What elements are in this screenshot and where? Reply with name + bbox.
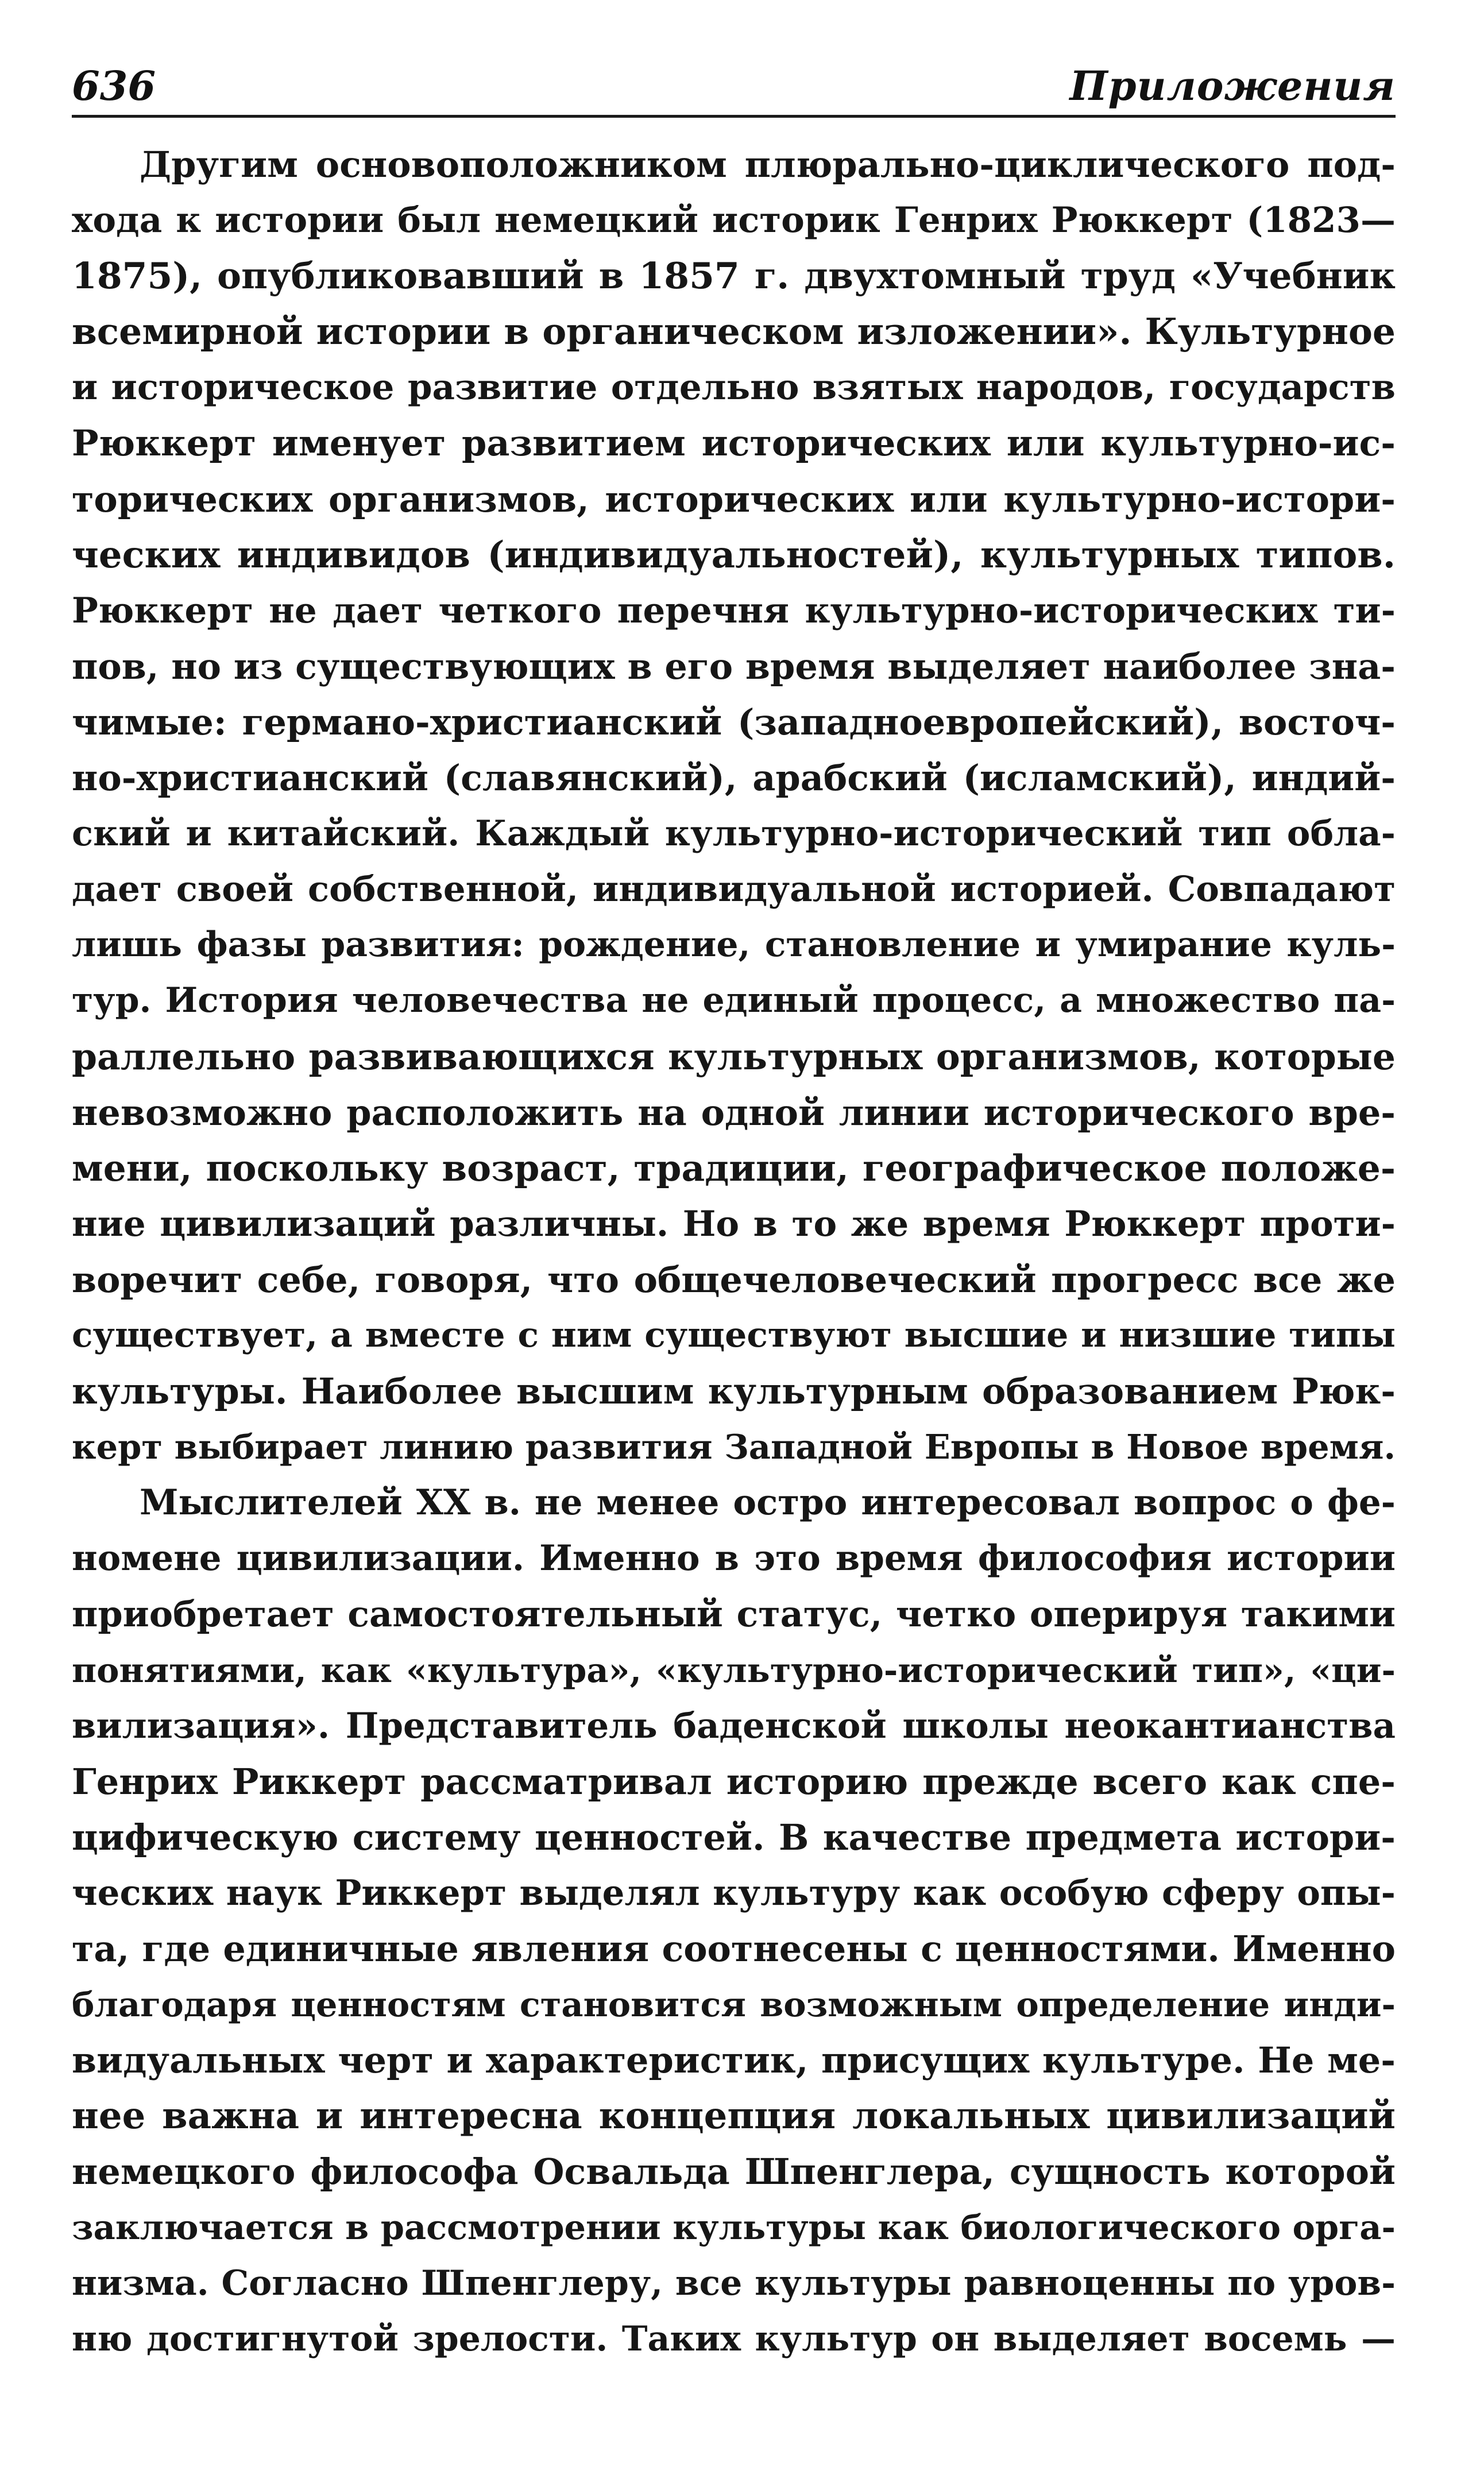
text-line: ню достигнутой зрелости. Таких культур он выделяет восемь — bbox=[72, 2318, 1396, 2359]
text-line: нее важна и интересна концепция локальных цивилизаций bbox=[72, 2094, 1396, 2138]
text-line: и историческое развитие отдельно взятых народов, государств bbox=[72, 367, 1396, 408]
text-line: видуальных черт и характеристик, присущих культуре. Не ме- bbox=[72, 2039, 1396, 2082]
text-line: чимые: германо-христианский (западноевропейский), восточ- bbox=[72, 701, 1396, 743]
text-line: приобретает самостоятельный статус, четко оперируя такими bbox=[72, 1593, 1396, 1636]
page-header bbox=[72, 55, 1396, 118]
text-line: та, где единичные явления соотнесены с ценностями. Именно bbox=[72, 1928, 1396, 1970]
text-line: мени, поскольку возраст, традиции, географическое положе- bbox=[72, 1146, 1396, 1189]
text-line: ский и китайский. Каждый культурно-исторический тип обла- bbox=[72, 813, 1396, 855]
text-line: пов, но из существующих в его время выделяет наиболее зна- bbox=[72, 645, 1396, 687]
header-rule bbox=[72, 115, 1396, 118]
text-line: немецкого философа Освальда Шпенглера, сущность которой bbox=[72, 2151, 1396, 2193]
text-line: Рюккерт именует развитием исторических или культурно-ис- bbox=[72, 422, 1396, 465]
text-line: дает своей собственной, индивидуальной историей. Совпадают bbox=[72, 869, 1396, 910]
text-line: понятиями, как «культура», «культурно-исторический тип», «ци- bbox=[72, 1650, 1396, 1690]
text-line: хода к истории был немецкий историк Генрих Рюккерт (1823— bbox=[72, 200, 1396, 241]
text-line: Другим основоположником плюрально-циклического под- bbox=[140, 144, 1396, 185]
text-line: заключается в рассмотрении культуры как биологического орга- bbox=[72, 2207, 1396, 2248]
text-line: Мыслителей XX в. не менее остро интересовал вопрос о фе- bbox=[140, 1482, 1396, 1524]
text-line: 1875), опубликовавший в 1857 г. двухтомный труд «Учебник bbox=[72, 254, 1396, 297]
body-text bbox=[72, 137, 1396, 2367]
text-line: невозможно расположить на одной линии исторического вре- bbox=[72, 1091, 1396, 1134]
text-line: ние цивилизаций различны. Но в то же время Рюккерт проти- bbox=[72, 1203, 1396, 1244]
text-line: низма. Согласно Шпенглеру, все культуры равноценны по уров- bbox=[72, 2263, 1396, 2303]
text-line: ческих наук Риккерт выделял культуру как особую сферу опы- bbox=[72, 1872, 1396, 1913]
text-line: благодаря ценностям становится возможным определение инди- bbox=[72, 1985, 1396, 2025]
page-number: 636 bbox=[72, 62, 156, 110]
text-line: воречит себе, говоря, что общечеловеческий прогресс все же bbox=[72, 1258, 1396, 1301]
text-line: торических организмов, исторических или культурно-истори- bbox=[72, 478, 1396, 520]
text-line: всемирной истории в органическом изложении». Культурное bbox=[72, 310, 1396, 353]
text-line: но-христианский (славянский), арабский (исламский), индий- bbox=[72, 757, 1396, 799]
text-line: керт выбирает линию развития Западной Европы в Новое время. bbox=[72, 1427, 1396, 1467]
text-line: номене цивилизации. Именно в это время философия истории bbox=[72, 1538, 1396, 1579]
text-line: тур. История человечества не единый процесс, а множество па- bbox=[72, 980, 1396, 1021]
text-line: цифическую систему ценностей. В качестве предмета истори- bbox=[72, 1816, 1396, 1858]
text-line: культуры. Наиболее высшим культурным образованием Рюк- bbox=[72, 1370, 1396, 1413]
text-line: ческих индивидов (индивидуальностей), культурных типов. bbox=[72, 533, 1396, 577]
text-line: Рюккерт не дает четкого перечня культурно-исторических ти- bbox=[72, 590, 1396, 631]
text-line: вилизация». Представитель баденской школы неокантианства bbox=[72, 1705, 1396, 1746]
running-head: Приложения bbox=[1069, 62, 1396, 110]
text-line: лишь фазы развития: рождение, становление и умирание куль- bbox=[72, 925, 1396, 965]
text-line: существует, а вместе с ним существуют высшие и низшие типы bbox=[72, 1314, 1396, 1355]
text-line: раллельно развивающихся культурных организмов, которые bbox=[72, 1035, 1396, 1078]
text-line: Генрих Риккерт рассматривал историю прежде всего как спе- bbox=[72, 1760, 1396, 1803]
